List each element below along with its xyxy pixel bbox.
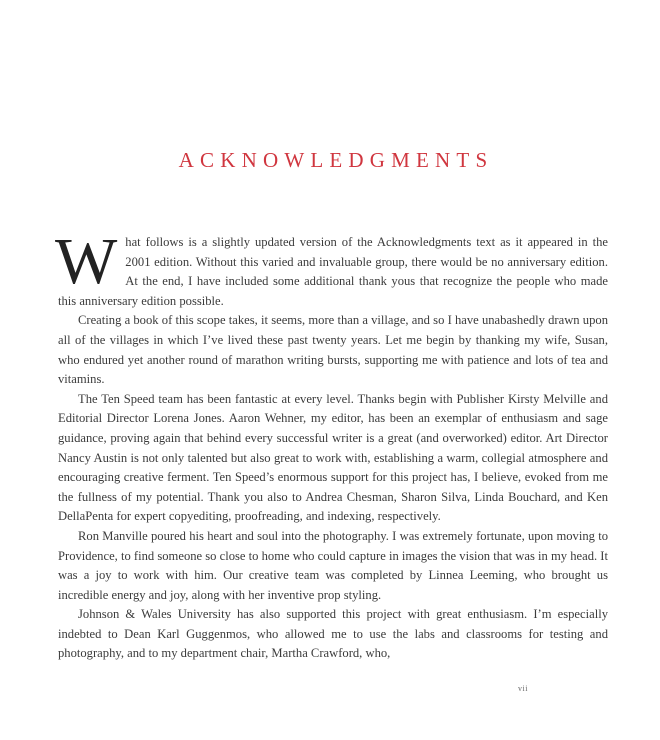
page-title: ACKNOWLEDGMENTS <box>178 148 494 172</box>
paragraph-intro <box>55 225 608 311</box>
drop-cap: W <box>55 225 118 298</box>
paragraph-intro-text: hat follows is a slightly updated version of the Acknowledgments text as it appeared in the 2001 edition. Without this varied and invaluable group, there would be no anniversary edition. At the end, I have included some additional thank yous that recognize the people who made this anniversary edition possible. <box>58 235 608 308</box>
paragraph-village: Creating a book of this scope takes, it seems, more than a village, and so I have unabashedly drawn upon all of the villages in which I’ve lived these past twenty years. Let me begin by thanking my wife, Susan, who endured yet another round of marathon writing bursts, supporting me with patience and lots of tea and vitamins. <box>58 313 608 387</box>
paragraph-johnson-wales: Johnson & Wales University has also supported this project with great enthusiasm. I’m especially indebted to Dean Karl Guggenmos, who allowed me to use the labs and classrooms for testing and photography, and to my department chair, Martha Crawford, who, <box>58 607 608 661</box>
page-number: vii <box>518 684 528 693</box>
paragraph-ten-speed: The Ten Speed team has been fantastic at every level. Thanks begin with Publisher Kirsty Melville and Editorial Director Lorena Jones. Aaron Wehner, my editor, has been an exemplar of enthusiasm and sage guidance, proving again that behind every successful writer is a great (and overworked) editor. Art Director Nancy Austin is not only talented but also great to work with, establishing a warm, collegial atmosphere and encouraging creative ferment. Ten Speed’s enormous support for this project has, I believe, evoked from me the fullness of my potential. Thank you also to Andrea Chesman, Sharon Silva, Linda Bouchard, and Ken DellaPenta for expert copyediting, proofreading, and indexing, respectively. <box>58 391 608 524</box>
paragraph-photography: Ron Manville poured his heart and soul into the photography. I was extremely fortunate, upon moving to Providence, to find someone so close to home who could capture in images the vision that was in my head. It was a joy to work with him. Our creative team was completed by Linnea Leeming, who brought us incredible energy and joy, along with her inventive prop styling. <box>58 528 608 602</box>
body-text <box>55 225 608 664</box>
